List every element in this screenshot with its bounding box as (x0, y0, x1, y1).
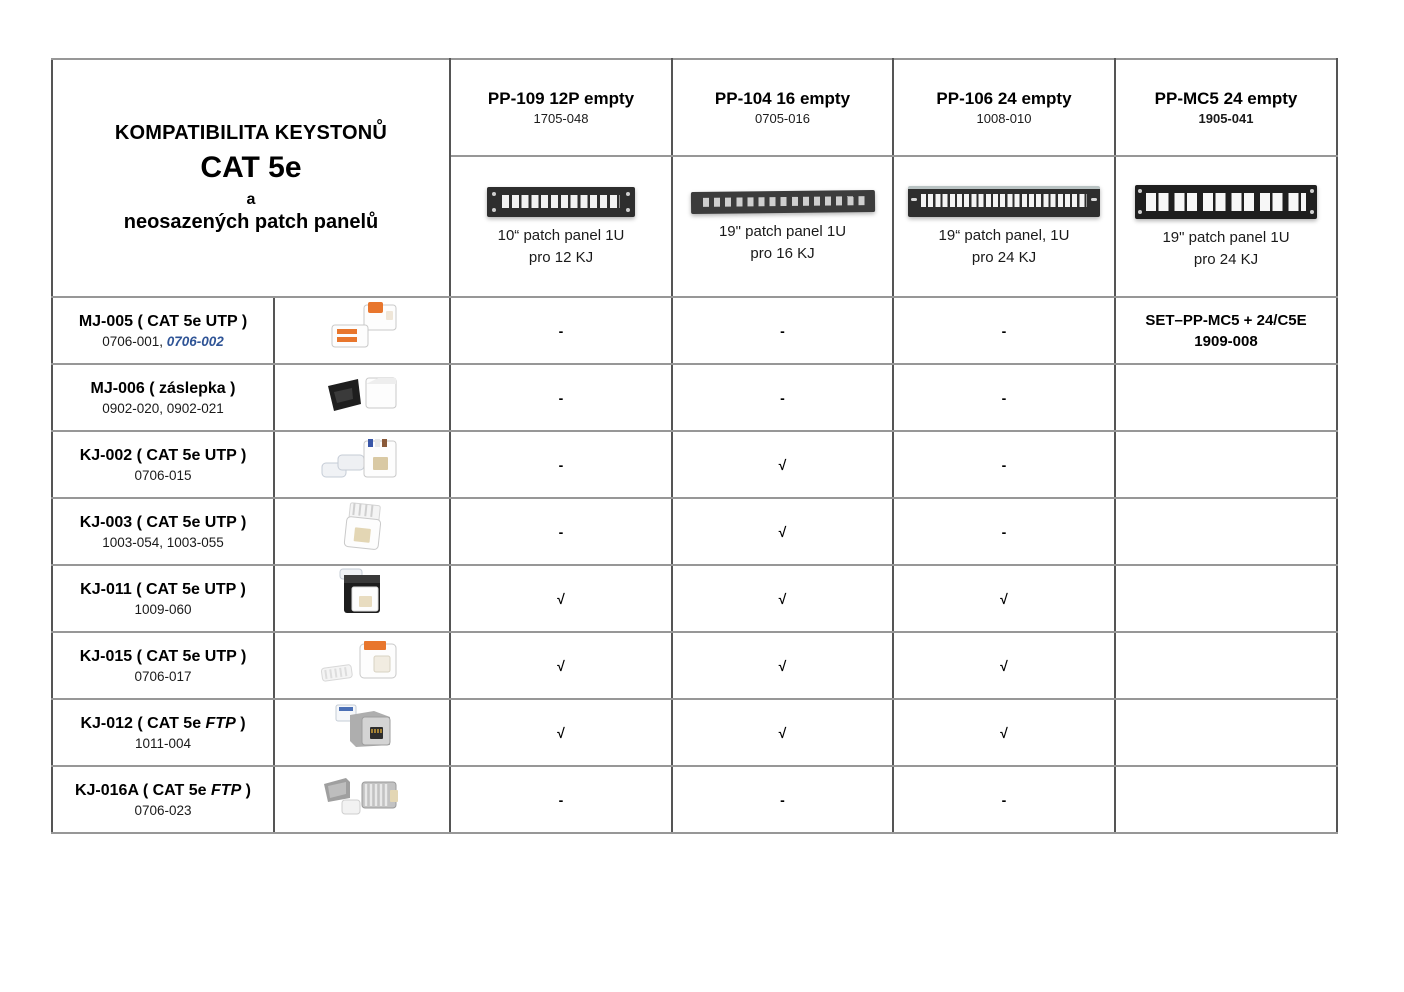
product-codes: 1009-060 (134, 601, 192, 617)
patch-panel-24-image (908, 186, 1100, 217)
compatibility-mark: - (450, 364, 672, 431)
compatibility-mark: √ (672, 498, 893, 565)
product-name-cell (52, 565, 274, 632)
product-codes: 1003-054, 1003-055 (102, 534, 224, 550)
mj-006-product-image (312, 366, 412, 424)
compatibility-mark: - (893, 766, 1115, 833)
panel-caption: pro 24 KJ (971, 249, 1037, 266)
column-header-pp-104 (672, 59, 893, 156)
set-line-1: SET–PP-MC5 + 24/C5E (1145, 311, 1307, 329)
panel-cell-pp-109 (450, 156, 672, 297)
product-name-cell (52, 766, 274, 833)
compatibility-mark: - (450, 498, 672, 565)
panel-cell-pp-mc5 (1115, 156, 1337, 297)
compatibility-mark: √ (672, 699, 893, 766)
compatibility-mark: √ (672, 565, 893, 632)
compatibility-mark: √ (893, 632, 1115, 699)
compatibility-mark: - (672, 297, 893, 364)
column-name: PP-MC5 24 empty (1154, 89, 1298, 108)
compatibility-mark: √ (672, 431, 893, 498)
compatibility-mark: √ (893, 699, 1115, 766)
product-name: KJ-012 ( CAT 5e FTP ) (80, 714, 246, 732)
patch-panel-mc5-image (1135, 185, 1317, 219)
mj-005-product-image (312, 299, 412, 357)
kj-016a-product-image (312, 768, 412, 826)
column-code: 1008-010 (976, 111, 1032, 126)
empty-cell (1115, 565, 1337, 632)
product-name-cell (52, 364, 274, 431)
compatibility-mark: - (893, 364, 1115, 431)
panel-ports (502, 195, 620, 208)
compatibility-mark: - (450, 431, 672, 498)
product-codes: 0706-023 (134, 802, 192, 818)
table-title (52, 59, 450, 297)
empty-cell (1115, 364, 1337, 431)
column-header-pp-106 (893, 59, 1115, 156)
panel-caption: 19" patch panel 1U (1162, 228, 1290, 246)
product-codes: 0902-020, 0902-021 (102, 400, 224, 416)
highlighted-code: 0706-002 (166, 333, 224, 349)
title-line-3: a (246, 191, 256, 208)
patch-panel-16-image (690, 190, 874, 214)
column-code: 1705-048 (533, 111, 589, 126)
product-image-cell (274, 766, 450, 833)
panel-ports (1146, 193, 1306, 211)
patch-panel-12-image (487, 187, 635, 217)
set-cell (1115, 297, 1337, 364)
product-name: KJ-011 ( CAT 5e UTP ) (80, 580, 246, 598)
compatibility-mark: - (893, 431, 1115, 498)
product-name: KJ-015 ( CAT 5e UTP ) (79, 647, 247, 665)
kj-002-product-image (312, 433, 412, 491)
empty-cell (1115, 632, 1337, 699)
column-header-pp-109 (450, 59, 672, 156)
compatibility-mark: √ (672, 632, 893, 699)
product-image-cell (274, 699, 450, 766)
kj-012-product-image (312, 701, 412, 759)
panel-ports (921, 194, 1087, 207)
compatibility-mark: - (450, 766, 672, 833)
column-code: 0705-016 (755, 111, 810, 126)
column-name: PP-106 24 empty (936, 89, 1072, 108)
product-name-cell (52, 431, 274, 498)
compatibility-mark: - (893, 498, 1115, 565)
compatibility-table (51, 58, 1338, 834)
panel-caption: 19“ patch panel, 1U (938, 227, 1070, 245)
product-image-cell (274, 297, 450, 364)
compatibility-mark: - (672, 766, 893, 833)
product-codes: 1011-004 (134, 735, 192, 751)
kj-003-product-image (312, 500, 412, 558)
product-name: KJ-016A ( CAT 5e FTP ) (74, 781, 252, 799)
compatibility-mark: √ (450, 632, 672, 699)
product-image-cell (274, 632, 450, 699)
product-codes: 0706-001, 0706-002 (102, 333, 224, 349)
product-name: MJ-005 ( CAT 5e UTP ) (78, 312, 248, 330)
empty-cell (1115, 431, 1337, 498)
compatibility-mark: √ (450, 565, 672, 632)
empty-cell (1115, 766, 1337, 833)
empty-cell (1115, 699, 1337, 766)
title-line-4: neosazených patch panelů (123, 211, 379, 233)
panel-caption: pro 16 KJ (750, 244, 815, 262)
product-name-cell (52, 297, 274, 364)
title-line-2: CAT 5e (200, 151, 302, 184)
product-codes: 0706-017 (134, 668, 192, 684)
column-name: PP-104 16 empty (714, 89, 851, 108)
product-image-cell (274, 498, 450, 565)
panel-caption: 19" patch panel 1U (718, 222, 847, 240)
compatibility-mark: √ (893, 565, 1115, 632)
panel-ports (702, 196, 866, 207)
product-name: MJ-006 ( záslepka ) (90, 379, 236, 397)
product-image-cell (274, 565, 450, 632)
compatibility-mark: - (672, 364, 893, 431)
column-code: 1905-041 (1198, 111, 1254, 126)
product-name-cell (52, 632, 274, 699)
product-name: KJ-003 ( CAT 5e UTP ) (79, 513, 247, 531)
panel-caption: pro 12 KJ (528, 248, 594, 266)
title-line-1: KOMPATIBILITA KEYSTONŮ (114, 122, 388, 144)
panel-caption: 10“ patch panel 1U (497, 226, 625, 244)
column-header-pp-mc5 (1115, 59, 1337, 156)
compatibility-mark: √ (450, 699, 672, 766)
compatibility-mark: - (893, 297, 1115, 364)
column-name: PP-109 12P empty (487, 89, 635, 108)
product-name-cell (52, 699, 274, 766)
panel-caption: pro 24 KJ (1193, 250, 1259, 268)
empty-cell (1115, 498, 1337, 565)
kj-015-product-image (312, 634, 412, 692)
product-image-cell (274, 364, 450, 431)
panel-cell-pp-104 (672, 156, 893, 297)
kj-011-product-image (312, 567, 412, 625)
product-name-cell (52, 498, 274, 565)
compatibility-mark: - (450, 297, 672, 364)
set-line-2: 1909-008 (1194, 332, 1258, 350)
panel-cell-pp-106 (893, 156, 1115, 297)
product-codes: 0706-015 (134, 467, 192, 483)
product-name: KJ-002 ( CAT 5e UTP ) (79, 446, 247, 464)
product-image-cell (274, 431, 450, 498)
